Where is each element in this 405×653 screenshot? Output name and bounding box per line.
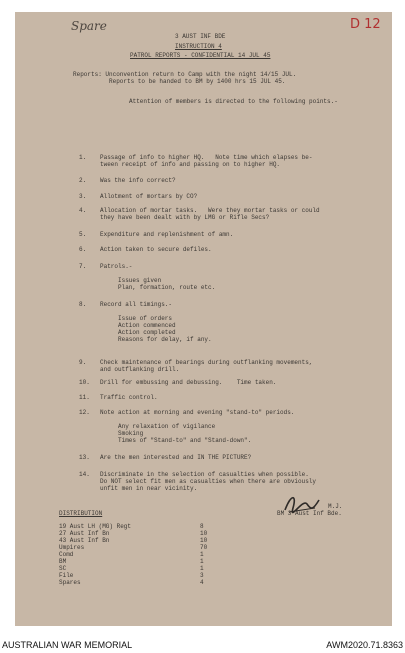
item-text-line: Action completed	[100, 329, 176, 336]
distribution-recipient: Spares	[59, 579, 81, 586]
item-text-line: Reasons for delay, if any.	[100, 336, 212, 343]
item-text-line: tween receipt of info and passing on to higher HQ.	[100, 161, 281, 168]
item-number: 12.	[79, 409, 90, 416]
item-text-line: Allotment of mortars by CO?	[100, 193, 198, 200]
document-page	[15, 12, 392, 626]
item-text-line: Do NOT select fit men as casualties when there are obviously	[100, 478, 317, 485]
signature-title: BM 3 Aust Inf Bde.	[277, 510, 342, 517]
item-number: 7.	[79, 263, 87, 270]
distribution-recipient: 43 Aust Inf Bn	[59, 537, 110, 544]
reports-line-1: Reports: Unconvention return to Camp with the night 14/15 JUL.	[73, 71, 297, 78]
item-text-line: Issue of orders	[100, 315, 173, 322]
item-text-line: and outflanking drill.	[100, 366, 180, 373]
item-number: 1.	[79, 154, 87, 161]
distribution-count: 10	[200, 530, 208, 537]
item-text-line: Issues given	[100, 277, 162, 284]
distribution-count: 8	[200, 523, 204, 530]
item-text-line: Are the men interested and IN THE PICTURE?	[100, 454, 252, 461]
unit-heading: 3 AUST INF BDE	[175, 33, 226, 40]
item-text-line: Action commenced	[100, 322, 176, 329]
distribution-count: 4	[200, 579, 204, 586]
distribution-recipient: SC	[59, 565, 67, 572]
item-text-line: Allocation of mortar tasks. Were they mortar tasks or could	[100, 207, 320, 214]
item-number: 10.	[79, 379, 90, 386]
item-number: 8.	[79, 301, 87, 308]
distribution-heading: DISTRIBUTION	[59, 510, 103, 517]
distribution-count: 10	[200, 537, 208, 544]
item-number: 14.	[79, 471, 90, 478]
item-number: 2.	[79, 177, 87, 184]
distribution-count: 3	[200, 572, 204, 579]
footer-left: AUSTRALIAN WAR MEMORIAL	[2, 640, 133, 650]
item-text-line: Drill for embussing and debussing. Time taken.	[100, 379, 277, 386]
distribution-count: 70	[200, 544, 208, 551]
item-number: 11.	[79, 394, 90, 401]
distribution-recipient: Umpires	[59, 544, 85, 551]
item-text-line: Discriminate in the selection of casualties when possible.	[100, 471, 309, 478]
item-number: 9.	[79, 359, 87, 366]
reference-annotation: D 12	[350, 17, 381, 32]
distribution-recipient: BM	[59, 558, 67, 565]
instruction-number: INSTRUCTION 4	[175, 43, 222, 50]
item-text-line: Times of "Stand-to" and "Stand-down".	[100, 437, 252, 444]
reports-line-2: Reports to be handed to BM by 1400 hrs 15 JUL 45.	[109, 78, 286, 85]
item-text-line: Plan, formation, route etc.	[100, 284, 216, 291]
footer-right: AWM2020.71.8363	[326, 640, 403, 650]
item-number: 4.	[79, 207, 87, 214]
item-text-line: unfit men in near vicinity.	[100, 485, 198, 492]
distribution-count: 1	[200, 565, 204, 572]
distribution-recipient: 19 Aust LH (MG) Regt	[59, 523, 132, 530]
item-number: 13.	[79, 454, 90, 461]
item-number: 6.	[79, 246, 87, 253]
item-text-line: Traffic control.	[100, 394, 158, 401]
item-text-line: they have been dealt with by LMG or Rifle Secs?	[100, 214, 270, 221]
item-text-line: Was the info correct?	[100, 177, 176, 184]
distribution-recipient: Comd	[59, 551, 74, 558]
spare-annotation: Spare	[71, 19, 107, 33]
item-text-line: Record all timings.-	[100, 301, 173, 308]
distribution-count: 1	[200, 551, 204, 558]
attention-line: Attention of members is directed to the following points.-	[129, 98, 338, 105]
item-text-line: Action taken to secure defiles.	[100, 246, 212, 253]
item-number: 3.	[79, 193, 87, 200]
item-text-line: Passage of info to higher HQ. Note time which elapses be-	[100, 154, 313, 161]
item-text-line: Expenditure and replenishment of amn.	[100, 231, 234, 238]
item-number: 5.	[79, 231, 87, 238]
distribution-count: 1	[200, 558, 204, 565]
subject-line: PATROL REPORTS - CONFIDENTIAL 14 JUL 45	[130, 52, 271, 59]
signature-name: M.J.	[328, 503, 343, 510]
item-text-line: Smoking	[100, 430, 144, 437]
distribution-recipient: 27 Aust Inf Bn	[59, 530, 110, 537]
item-text-line: Note action at morning and evening "stand-to" periods.	[100, 409, 295, 416]
item-text-line: Any relaxation of vigilance	[100, 423, 216, 430]
item-text-line: Patrols.-	[100, 263, 133, 270]
item-text-line: Check maintenance of bearings during outflanking movements,	[100, 359, 313, 366]
distribution-recipient: File	[59, 572, 74, 579]
